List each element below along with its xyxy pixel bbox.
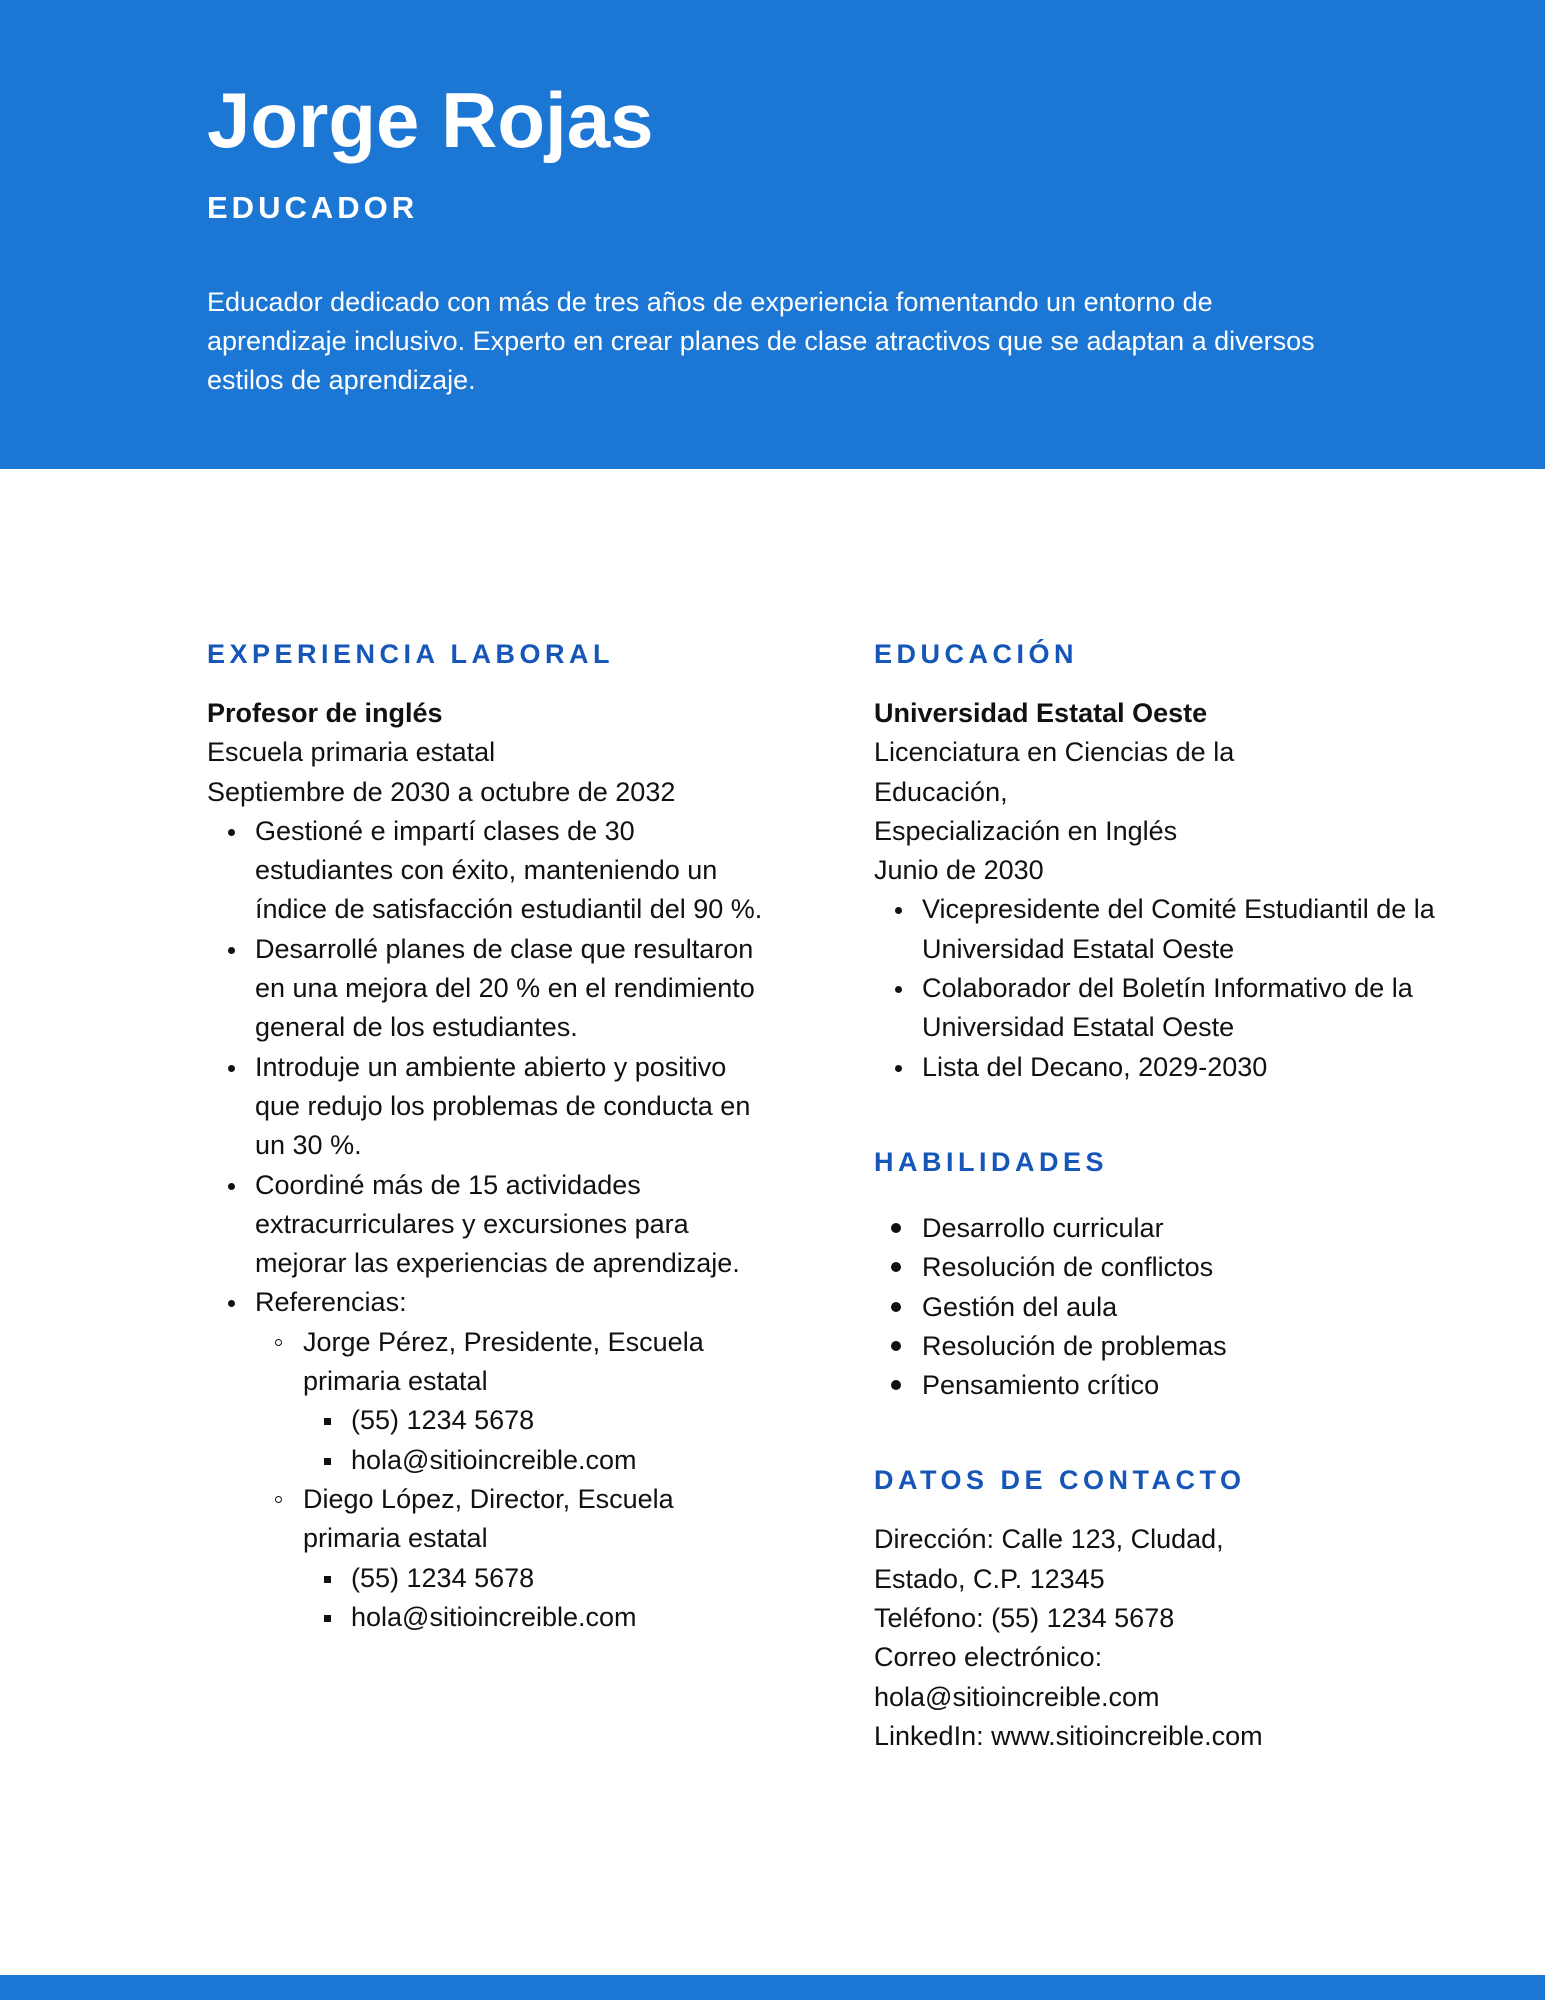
list-item: Gestión del aula xyxy=(874,1288,1454,1327)
contact-linkedin: LinkedIn: www.sitioincreible.com xyxy=(874,1720,1263,1751)
degree-line-1: Licenciatura en Ciencias de la xyxy=(874,737,1235,768)
job-title: Profesor de inglés xyxy=(207,698,443,728)
list-item: Pensamiento crítico xyxy=(874,1366,1454,1405)
education-bullets xyxy=(874,890,1454,1086)
list-item: Resolución de problemas xyxy=(874,1327,1454,1366)
bullet-icon xyxy=(228,1183,235,1190)
job-role: EDUCADOR xyxy=(207,190,419,225)
footer-bar xyxy=(0,1975,1545,2000)
person-name: Jorge Rojas xyxy=(207,76,654,164)
reference-item xyxy=(255,1323,767,1480)
contact-phone: Teléfono: (55) 1234 5678 xyxy=(874,1603,1175,1634)
bullet-icon xyxy=(895,907,902,914)
references-item xyxy=(207,1283,767,1637)
reference-email: hola@sitioincreible.com xyxy=(303,1598,767,1637)
skills-list xyxy=(874,1209,1454,1405)
bullet-icon xyxy=(895,986,902,993)
list-item: Gestioné e impartí clases de 30 estudiantes con éxito, manteniendo un índice de satisfacción estudiantil del 90 %. xyxy=(207,812,767,930)
reference-phone: (55) 1234 5678 xyxy=(303,1401,767,1440)
graduation-date: Junio de 2030 xyxy=(874,855,1044,886)
reference-name: Jorge Pérez, Presidente, Escuela primaria estatal xyxy=(303,1326,704,1397)
experience-bullets xyxy=(207,812,767,1637)
experience-block xyxy=(207,694,767,1637)
square-bullet-icon xyxy=(324,1576,331,1583)
left-column xyxy=(207,636,767,1637)
bullet-icon xyxy=(895,1065,902,1072)
job-company: Escuela primaria estatal xyxy=(207,737,496,768)
bullet-icon xyxy=(891,1341,901,1351)
list-item: Resolución de conflictos xyxy=(874,1248,1454,1287)
references-list xyxy=(255,1323,767,1637)
bullet-icon xyxy=(228,1300,235,1307)
list-item: Vicepresidente del Comité Estudiantil de la Universidad Estatal Oeste xyxy=(874,890,1454,969)
job-dates: Septiembre de 2030 a octubre de 2032 xyxy=(207,776,676,807)
contact-address-1: Dirección: Calle 123, Cludad, xyxy=(874,1524,1224,1555)
bullet-icon xyxy=(891,1302,901,1312)
header-banner xyxy=(0,0,1545,469)
square-bullet-icon xyxy=(324,1458,331,1465)
list-item: Lista del Decano, 2029-2030 xyxy=(874,1048,1454,1087)
experience-section-title: EXPERIENCIA LABORAL xyxy=(207,639,615,669)
circle-bullet-icon xyxy=(275,1339,282,1346)
specialization: Especialización en Inglés xyxy=(874,815,1178,846)
contact-block xyxy=(874,1520,1454,1756)
profile-summary: Educador dedicado con más de tres años de experiencia fomentando un entorno de aprendizaje inclusivo. Experto en crear planes de clase atractivos que se adaptan a diversos estilos de aprendizaje. xyxy=(207,287,1315,395)
bullet-icon xyxy=(228,1065,235,1072)
list-item: Coordiné más de 15 actividades extracurriculares y excursiones para mejorar las experiencias de aprendizaje. xyxy=(207,1166,767,1284)
skills-section-title: HABILIDADES xyxy=(874,1146,1109,1177)
contact-email-label: Correo electrónico: xyxy=(874,1642,1103,1673)
education-section-title: EDUCACIÓN xyxy=(874,639,1079,669)
contact-email: hola@sitioincreible.com xyxy=(874,1681,1160,1712)
reference-phone: (55) 1234 5678 xyxy=(303,1559,767,1598)
contact-address-2: Estado, C.P. 12345 xyxy=(874,1563,1105,1594)
list-item: Introduje un ambiente abierto y positivo que redujo los problemas de conducta en un 30 %. xyxy=(207,1048,767,1166)
references-label: Referencias: xyxy=(255,1287,407,1318)
list-item: Desarrollo curricular xyxy=(874,1209,1454,1248)
square-bullet-icon xyxy=(324,1615,331,1622)
skills-block xyxy=(874,1209,1454,1405)
school-name: Universidad Estatal Oeste xyxy=(874,698,1208,728)
bullet-icon xyxy=(891,1380,901,1390)
bullet-icon xyxy=(228,829,235,836)
list-item: Colaborador del Boletín Informativo de la Universidad Estatal Oeste xyxy=(874,969,1454,1048)
list-item: Desarrollé planes de clase que resultaron en una mejora del 20 % en el rendimiento general de los estudiantes. xyxy=(207,930,767,1048)
square-bullet-icon xyxy=(324,1418,331,1425)
circle-bullet-icon xyxy=(275,1496,282,1503)
contact-section-title: DATOS DE CONTACTO xyxy=(874,1465,1246,1496)
reference-name: Diego López, Director, Escuela primaria estatal xyxy=(303,1483,674,1554)
reference-item xyxy=(255,1480,767,1637)
education-block xyxy=(874,694,1454,1087)
degree-line-2: Educación, xyxy=(874,776,1008,807)
bullet-icon xyxy=(228,947,235,954)
bullet-icon xyxy=(891,1262,901,1272)
reference-email: hola@sitioincreible.com xyxy=(303,1441,767,1480)
bullet-icon xyxy=(891,1223,901,1233)
right-column xyxy=(874,636,1454,1756)
